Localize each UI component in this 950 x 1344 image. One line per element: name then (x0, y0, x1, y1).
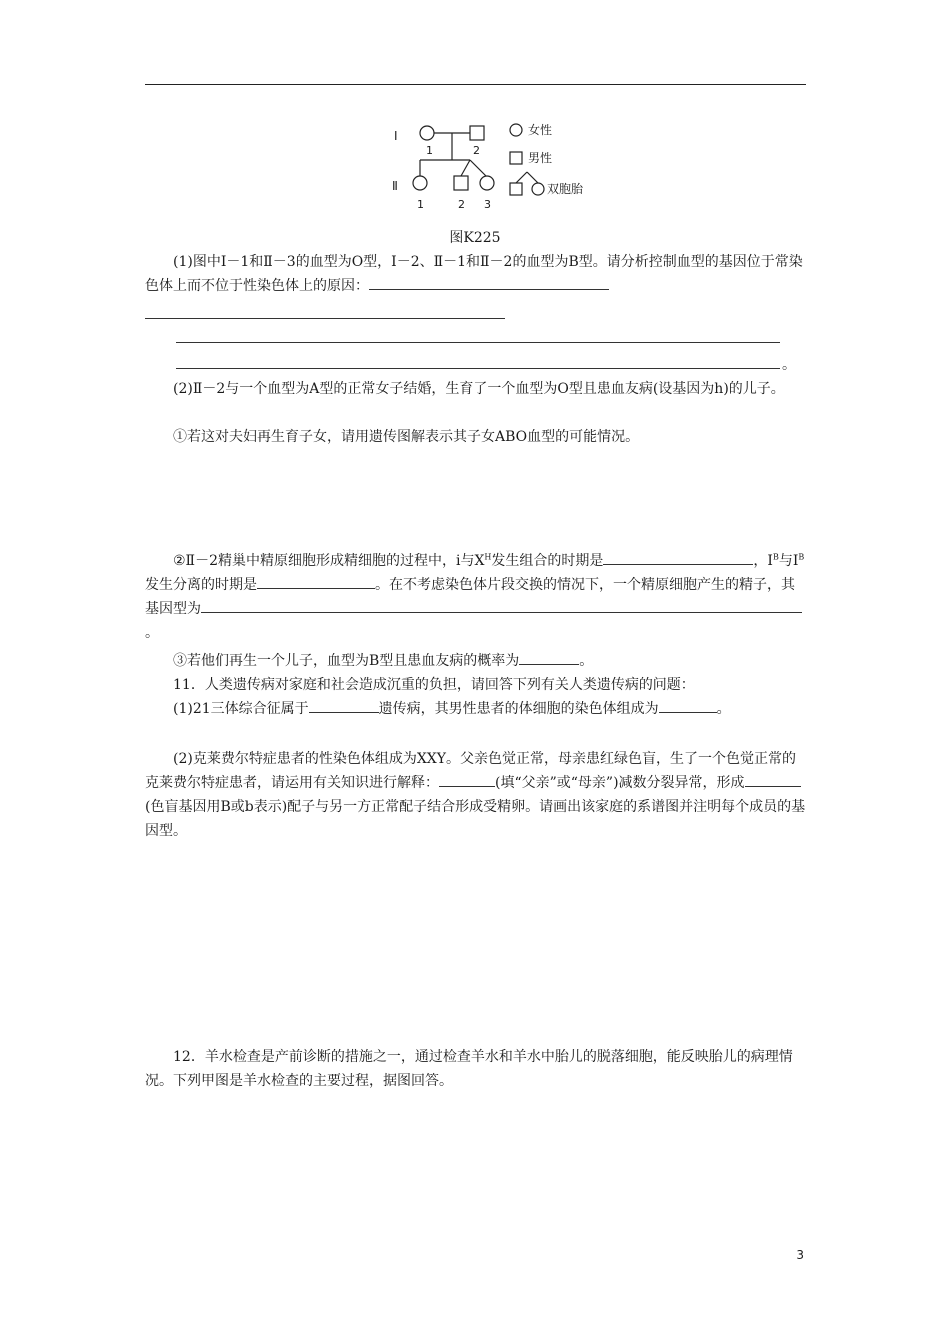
pedigree-gen1-label: Ⅰ (394, 129, 398, 143)
pedigree-i1-number: 1 (426, 144, 433, 157)
pedigree-ii3-number: 3 (484, 198, 491, 211)
legend-female-label: 女性 (528, 123, 553, 137)
question-2-part-1: ①若这对夫妇再生育子女，请用遗传图解表示其子女ABO血型的可能情况。 (173, 429, 640, 445)
pedigree-ii2-male (454, 176, 468, 190)
pedigree-i1-female (420, 126, 434, 140)
figure-caption: 图K225 (449, 230, 501, 246)
pedigree-twin-line-a (461, 160, 470, 176)
page-number: 3 (796, 1248, 804, 1262)
legend-female-symbol (510, 124, 522, 136)
answer-line (176, 342, 780, 343)
legend-male-symbol (510, 152, 522, 164)
pedigree-ii1-number: 1 (417, 198, 424, 211)
legend-twins-label: 双胞胎 (547, 182, 584, 196)
pedigree-i2-male (470, 126, 484, 140)
question-11-title: 11．人类遗传病对家庭和社会造成沉重的负担，请回答下列有关人类遗传病的问题： (173, 677, 695, 693)
legend-twin-male-symbol (510, 183, 522, 195)
pedigree-ii3-female (480, 176, 494, 190)
question-11-part-2: (2)克莱费尔特症患者的性染色体组成为XXY。父亲色觉正常，母亲患红绿色盲，生了一个色觉正常的克莱费尔特症患者，请运用有关知识进行解释： (填“父亲”或“母亲”)减数分裂异常，形成(色盲基因用B或b表示)配子与另一方正常配子结合形成受精卵。请画出该家庭的系谱图并注明每个成员的基因型。 (145, 751, 806, 839)
answer-line (145, 318, 505, 319)
question-12-text: 12．羊水检查是产前诊断的措施之一，通过检查羊水和羊水中胎儿的脱落细胞，能反映胎儿的病理情况。下列甲图是羊水检查的主要过程，据图回答。 (145, 1049, 793, 1089)
pedigree-ii2-number: 2 (458, 198, 465, 211)
pedigree-i2-number: 2 (473, 144, 480, 157)
pedigree-diagram (390, 115, 600, 215)
pedigree-ii1-female (413, 176, 427, 190)
header-rule (145, 84, 806, 85)
question-11-part-1: (1)21三体综合征属于 遗传病，其男性患者的体细胞的染色体组成为 。 (145, 697, 807, 721)
question-2-part-2: ②Ⅱ－2精巢中精原细胞形成精细胞的过程中，i与$X^H$发生组合的时期是 ，$I^B$与$I^B$发生分离的时期是 。在不考虑染色体片段交换的情况下，一个精原细胞产生的精子，其基因型为。 (145, 549, 807, 645)
legend-male-label: 男性 (528, 151, 553, 165)
question-1-text: (1)图中Ⅰ－1和Ⅱ－3的血型为O型，Ⅰ－2、Ⅱ－1和Ⅱ－2的血型为B型。请分析控制血型的基因位于常染色体上而不位于性染色体上的原因： (145, 254, 803, 294)
answer-line (176, 368, 780, 369)
question-2-part-3: ③若他们再生一个儿子，血型为B型且患血友病的概率为 。 (145, 649, 807, 673)
question-2-intro: (2)Ⅱ－2与一个血型为A型的正常女子结婚，生育了一个血型为O型且患血友病(设基因为h)的儿子。 (173, 381, 785, 397)
answer-end-mark: 。 (782, 357, 796, 373)
pedigree-gen2-label: Ⅱ (392, 179, 398, 193)
pedigree-twin-line-b (470, 160, 486, 176)
legend-twin-female-symbol (532, 183, 544, 195)
